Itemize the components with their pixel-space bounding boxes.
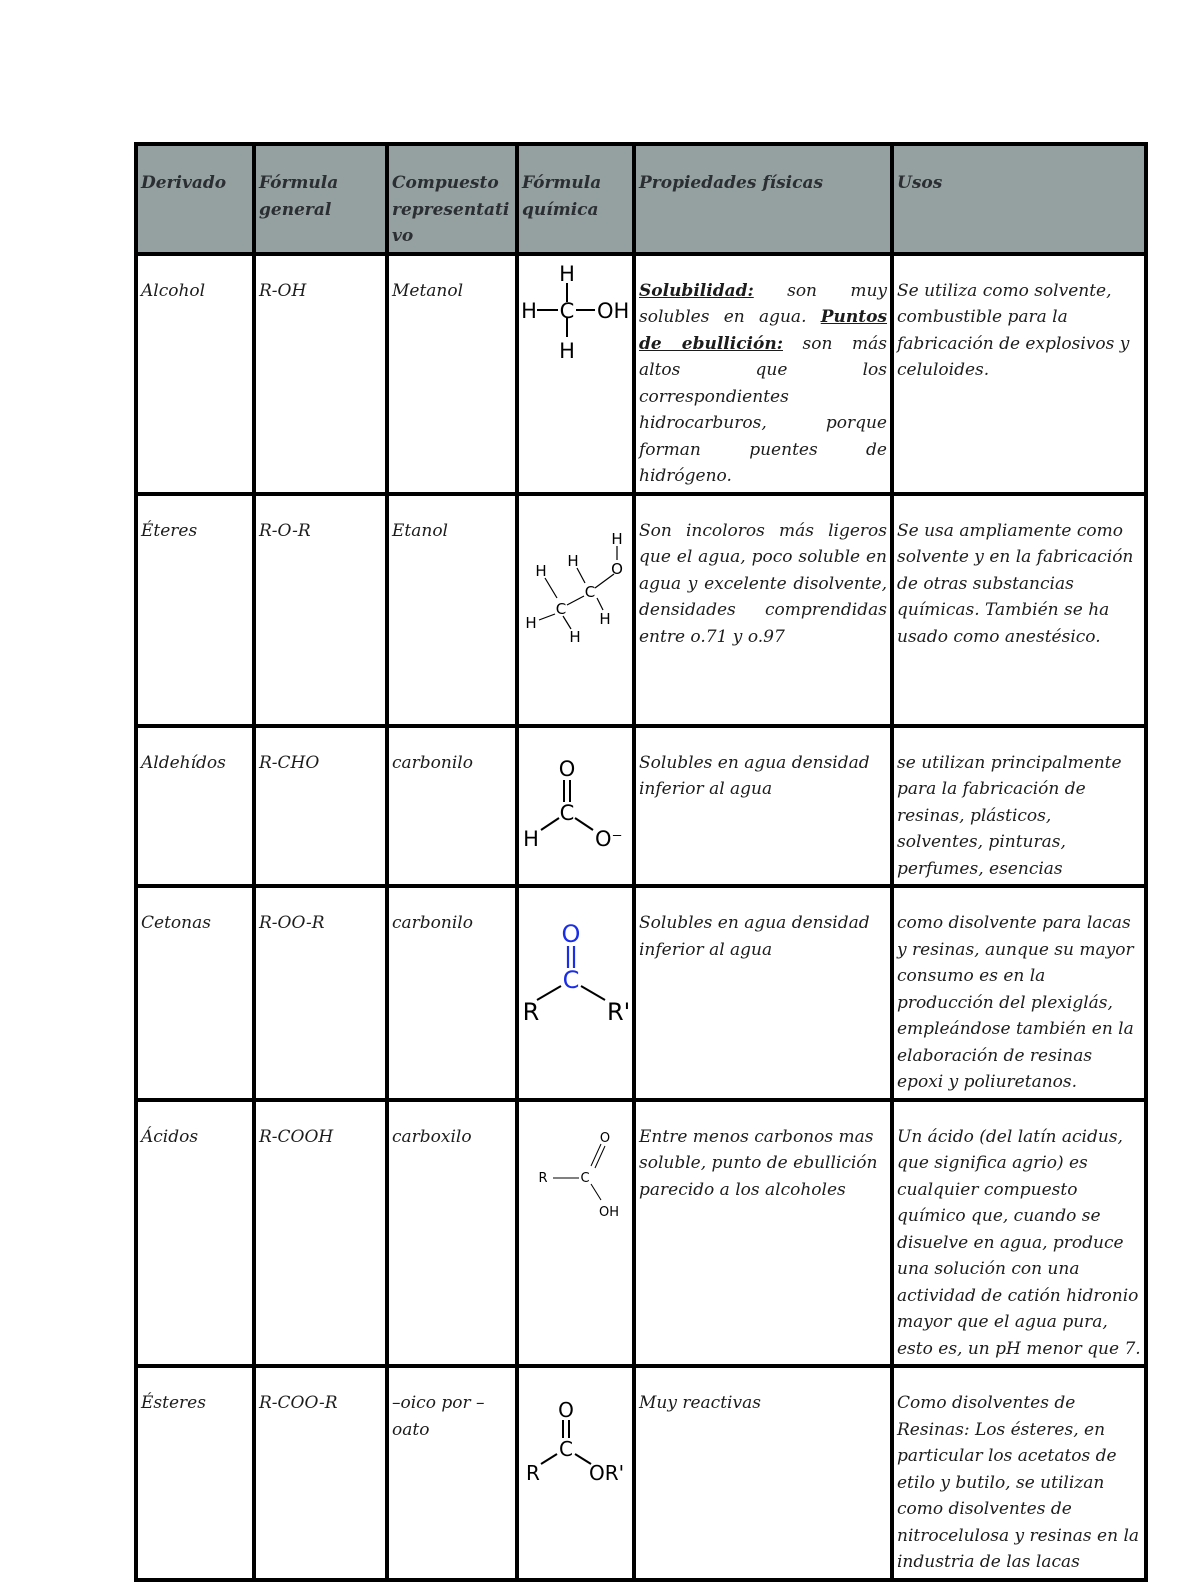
cell-formula-general: R-OO-R <box>254 886 387 1100</box>
cell-propiedades: Son incoloros más ligeros que el agua, poco soluble en agua y excelente disolvente, densidades comprendidas entre o.71 y o.97 <box>634 494 892 726</box>
cell-structure <box>517 494 634 726</box>
svg-text:O: O <box>599 1130 611 1146</box>
svg-text:H: H <box>599 609 611 628</box>
table-row <box>136 1366 1146 1580</box>
svg-text:H: H <box>521 298 537 323</box>
svg-text:R: R <box>522 998 540 1026</box>
svg-text:OH: OH <box>597 298 630 323</box>
svg-text:C: C <box>562 966 580 994</box>
svg-text:OH: OH <box>599 1204 620 1220</box>
svg-text:O: O <box>558 756 576 781</box>
cell-compuesto: carboxilo <box>387 1100 517 1367</box>
cell-compuesto: Etanol <box>387 494 517 726</box>
ethanol-structure-icon <box>519 526 634 646</box>
cell-structure <box>517 1100 634 1367</box>
carboxylic-acid-structure-icon <box>519 1130 634 1230</box>
header-compuesto: Compuesto representativo <box>387 144 517 254</box>
cell-propiedades: Solubles en agua densidad inferior al agua <box>634 726 892 887</box>
header-derivado: Derivado <box>136 144 254 254</box>
cell-derivado: Aldehídos <box>136 726 254 887</box>
svg-text:R: R <box>526 1461 540 1485</box>
header-propiedades: Propiedades físicas <box>634 144 892 254</box>
cell-structure <box>517 1366 634 1580</box>
cell-usos: como disolvente para lacas y resinas, aunque su mayor consumo es en la producción del plexiglás, empleándose también en la elaboración de resinas epoxi y poliuretanos. <box>892 886 1146 1100</box>
cell-compuesto: –oico por –oato <box>387 1366 517 1580</box>
cell-propiedades: Muy reactivas <box>634 1366 892 1580</box>
cell-formula-general: R-CHO <box>254 726 387 887</box>
cell-usos: Un ácido (del latín acidus, que significa agrio) es cualquier compuesto químico que, cuando se disuelve en agua, produce una solución con una actividad de catión hidronio mayor que el agua pura, esto es, un pH menor que 7. <box>892 1100 1146 1367</box>
cell-formula-general: R-OH <box>254 254 387 494</box>
cell-compuesto: carbonilo <box>387 726 517 887</box>
cell-usos: Se utiliza como solvente, combustible para la fabricación de explosivos y celuloides. <box>892 254 1146 494</box>
header-formula-general: Fórmula general <box>254 144 387 254</box>
svg-text:R': R' <box>607 998 631 1026</box>
cell-structure <box>517 726 634 887</box>
cell-derivado: Alcohol <box>136 254 254 494</box>
cell-structure <box>517 886 634 1100</box>
svg-text:R: R <box>538 1170 548 1186</box>
header-usos: Usos <box>892 144 1146 254</box>
svg-text:H: H <box>559 261 575 286</box>
svg-text:C: C <box>559 298 575 323</box>
cell-propiedades: Solubles en agua densidad inferior al agua <box>634 886 892 1100</box>
cell-formula-general: R-COOH <box>254 1100 387 1367</box>
cell-propiedades <box>634 254 892 494</box>
svg-text:H: H <box>523 826 539 851</box>
cell-derivado: Éteres <box>136 494 254 726</box>
formate-structure-icon <box>519 756 634 851</box>
header-formula-quimica: Fórmula química <box>517 144 634 254</box>
cell-formula-general: R-COO-R <box>254 1366 387 1580</box>
ketone-structure-icon <box>519 918 634 1028</box>
cell-derivado: Cetonas <box>136 886 254 1100</box>
ebullicion-label: Puntos de ebullición: <box>639 307 888 354</box>
svg-text:C: C <box>555 599 567 618</box>
cell-derivado: Ácidos <box>136 1100 254 1367</box>
cell-derivado: Ésteres <box>136 1366 254 1580</box>
svg-text:O: O <box>611 559 623 578</box>
table-row <box>136 726 1146 887</box>
table-row <box>136 494 1146 726</box>
table-row <box>136 1100 1146 1367</box>
cell-structure <box>517 254 634 494</box>
table-row <box>136 254 1146 494</box>
svg-text:OR': OR' <box>589 1461 625 1485</box>
methanol-structure-icon <box>519 258 634 368</box>
cell-compuesto: carbonilo <box>387 886 517 1100</box>
svg-text:C: C <box>559 1437 573 1461</box>
svg-text:H: H <box>559 338 575 363</box>
derivatives-table <box>134 142 1148 1582</box>
cell-usos: se utilizan principalmente para la fabricación de resinas, plásticos, solventes, pinturas, perfumes, esencias <box>892 726 1146 887</box>
table-header-row <box>136 144 1146 254</box>
svg-text:C: C <box>584 582 596 601</box>
ester-structure-icon <box>519 1400 634 1490</box>
svg-text:H: H <box>611 529 623 548</box>
svg-text:C: C <box>580 1170 590 1186</box>
svg-text:H: H <box>535 561 547 580</box>
svg-text:O⁻: O⁻ <box>595 826 623 851</box>
cell-propiedades: Entre menos carbonos mas soluble, punto de ebullición parecido a los alcoholes <box>634 1100 892 1367</box>
solubilidad-label: Solubilidad: <box>639 280 754 301</box>
cell-usos: Como disolventes de Resinas: Los ésteres, en particular los acetatos de etilo y butilo, se utilizan como disolventes de nitrocelulosa y resinas en la industria de las lacas <box>892 1366 1146 1580</box>
table-row <box>136 886 1146 1100</box>
ebullicion-text: son más altos que los correspondientes hidrocarburos, porque forman puentes de hidrógeno. <box>639 333 887 486</box>
svg-text:H: H <box>525 613 537 632</box>
svg-text:C: C <box>559 800 575 825</box>
svg-text:O: O <box>561 920 581 948</box>
svg-text:H: H <box>567 551 579 570</box>
cell-formula-general: R-O-R <box>254 494 387 726</box>
svg-text:O: O <box>558 1400 574 1422</box>
cell-usos: Se usa ampliamente como solvente y en la fabricación de otras substancias químicas. También se ha usado como anestésico. <box>892 494 1146 726</box>
svg-text:H: H <box>569 627 581 646</box>
cell-compuesto: Metanol <box>387 254 517 494</box>
solubilidad-text: son muy solubles en agua. <box>639 280 887 327</box>
